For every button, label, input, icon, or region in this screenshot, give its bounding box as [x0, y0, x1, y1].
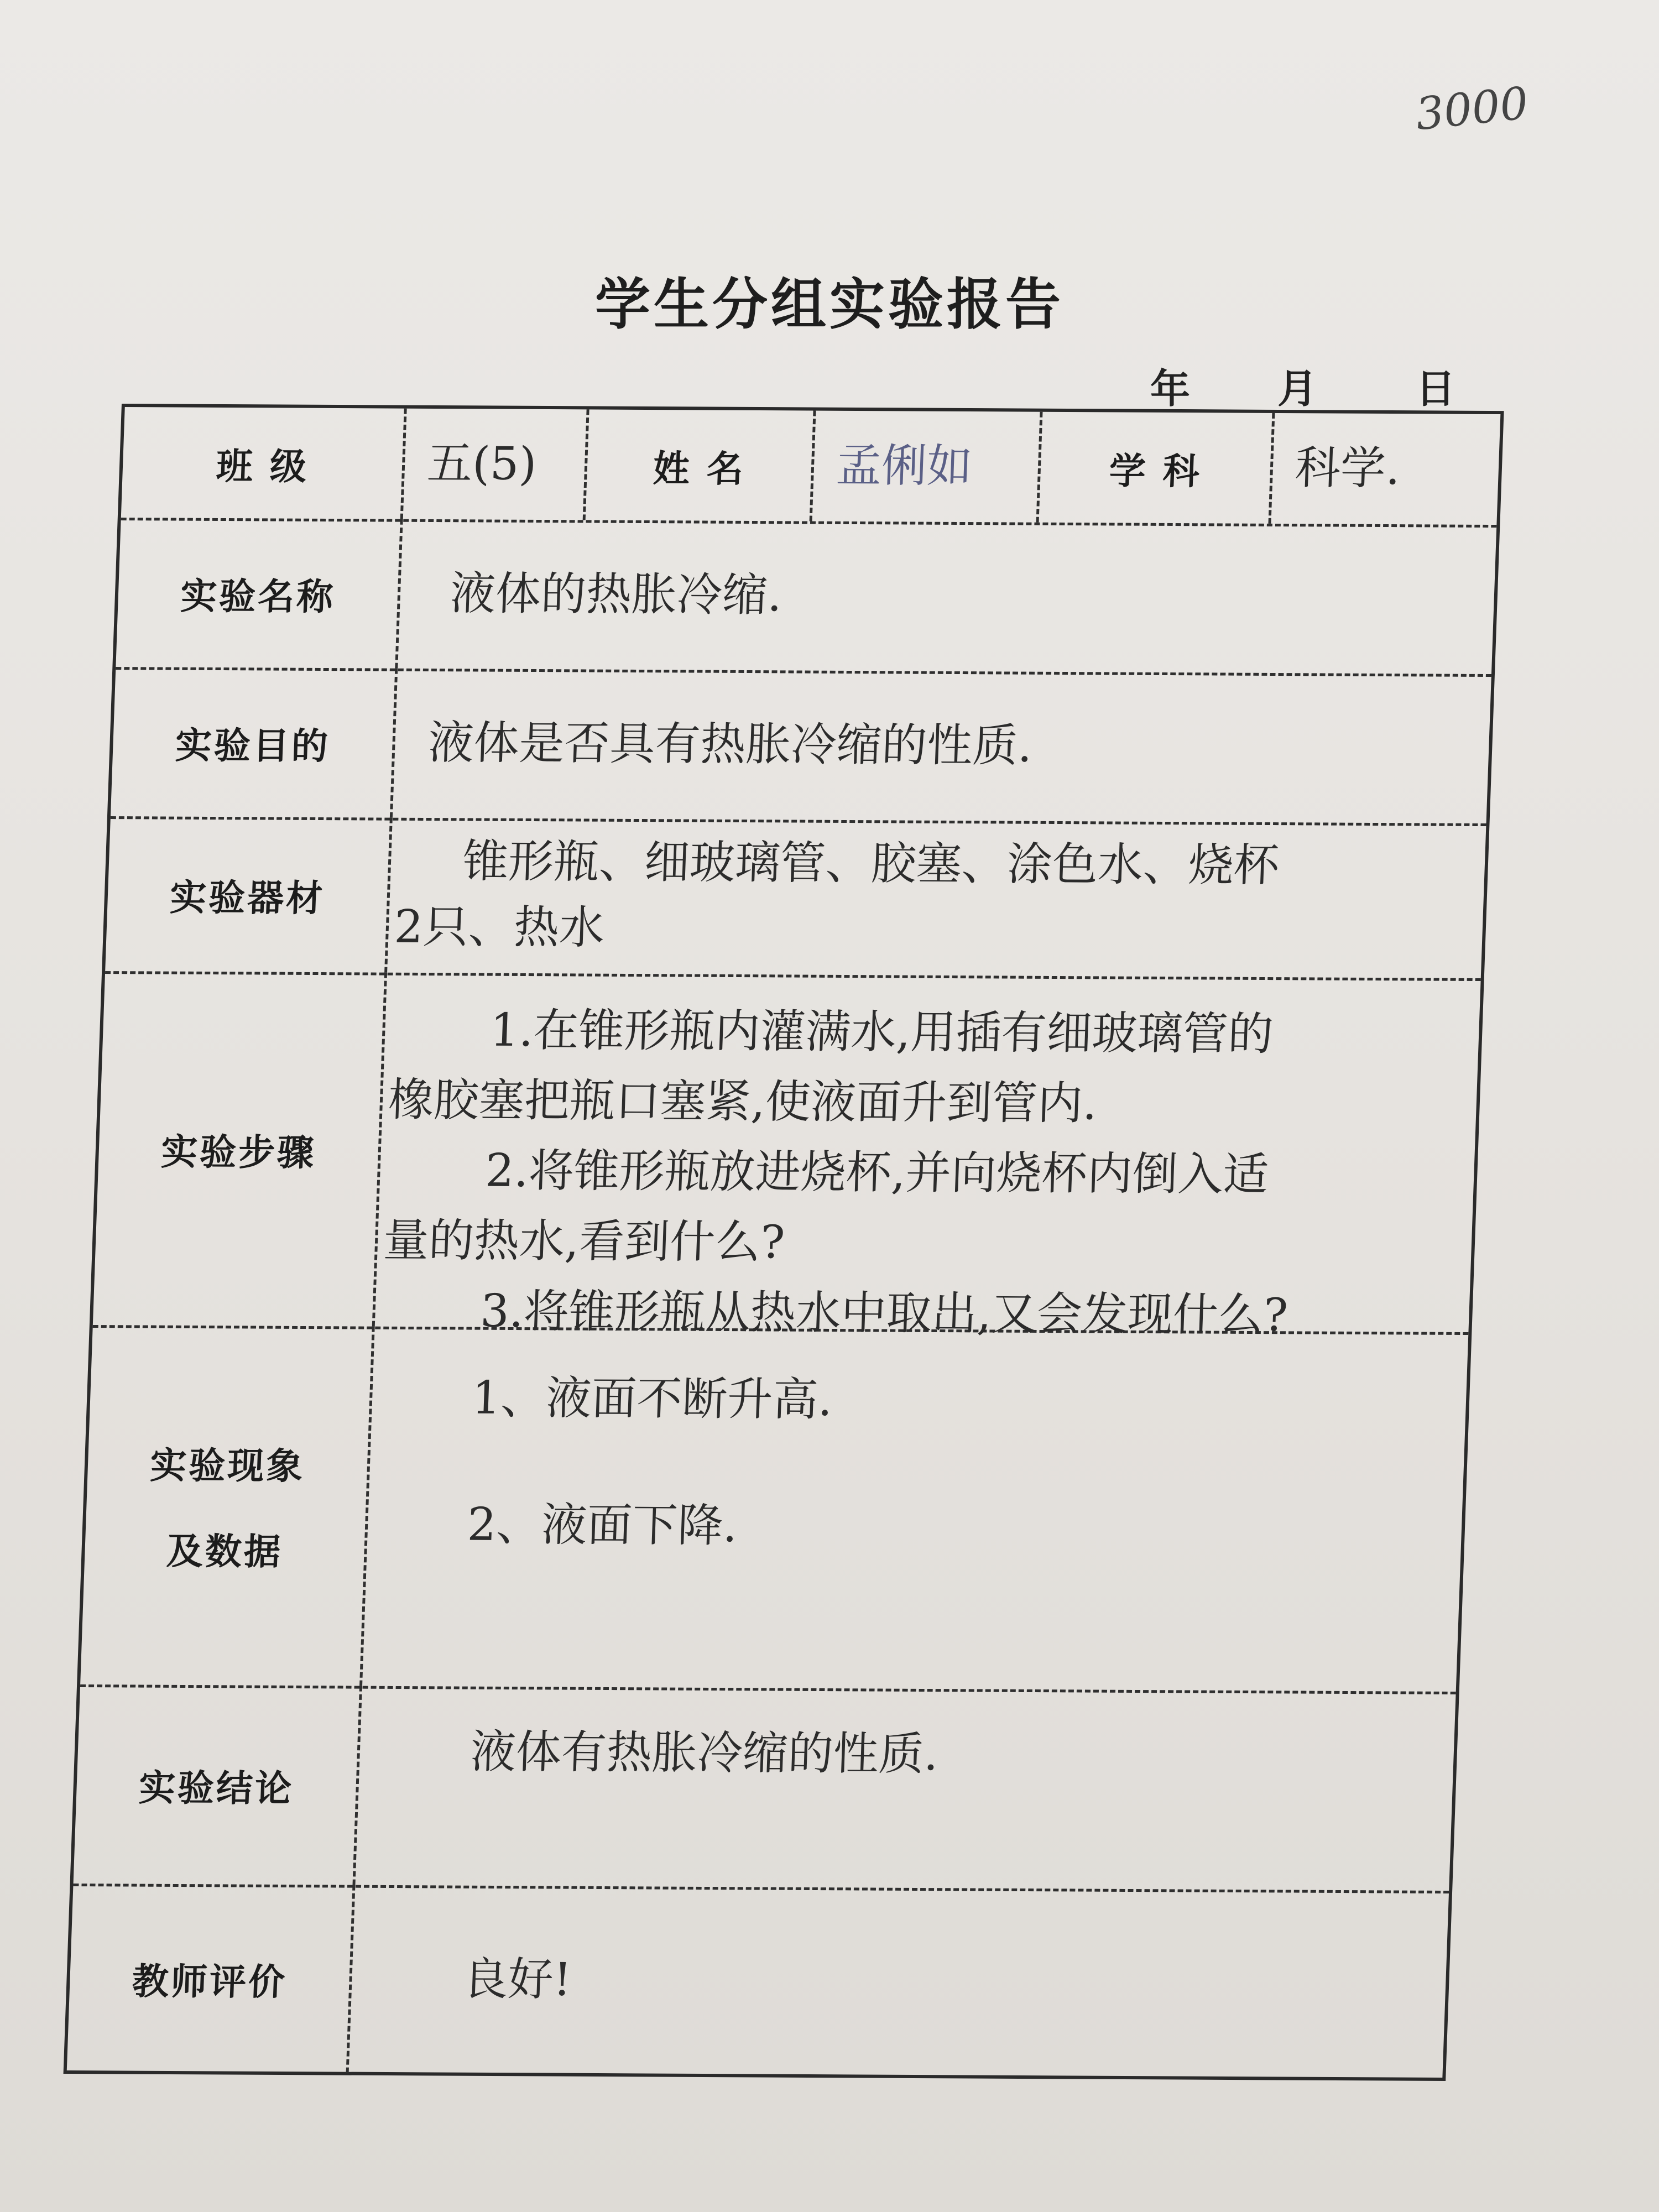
experiment-name-label: 实验名称 [116, 518, 403, 669]
subject-value-text: 科学. [1294, 441, 1401, 495]
class-value-text: 五(5) [426, 437, 538, 491]
teacher-eval-label: 教师评价 [67, 1884, 356, 2073]
conclusion-text: 液体有热胀冷缩的性质. [469, 1725, 940, 1781]
materials-line-2: 2只、热水 [393, 900, 606, 954]
name-value-text: 孟俐如 [835, 439, 973, 493]
materials-row [105, 816, 1486, 981]
experiment-name-text: 液体的热胀冷缩. [449, 567, 783, 622]
steps-label: 实验步骤 [93, 971, 387, 1327]
phenomena-label-line-2: 及数据 [165, 1530, 284, 1573]
materials-line-1: 锥形瓶、细玻璃管、胶塞、涂色水、烧杯 [462, 835, 1280, 893]
steps-value [375, 973, 1481, 1342]
teacher-eval-text: 良好! [461, 1953, 573, 2006]
header-row [121, 407, 1501, 528]
name-value [812, 411, 1043, 523]
phenomena-label-line-1: 实验现象 [149, 1444, 306, 1488]
step-line-5: 3.将锥形瓶从热水中取出,又会发现什么? [479, 1285, 1289, 1342]
class-label: 班 级 [121, 407, 407, 519]
phenomena-label [80, 1325, 375, 1686]
experiment-name-value [398, 519, 1496, 674]
date-month: 月 [1277, 366, 1318, 412]
step-line-1: 1.在锥形瓶内灌满水,用插有细玻璃管的 [489, 1004, 1275, 1061]
experiment-purpose-row [111, 667, 1491, 826]
teacher-eval-value [349, 1885, 1449, 2079]
phenomena-row [80, 1325, 1468, 1694]
steps-row [93, 971, 1481, 1342]
experiment-purpose-label: 实验目的 [111, 667, 398, 818]
corner-note: 3000 [1413, 77, 1531, 140]
page-title: 学生分组实验报告 [595, 272, 1064, 337]
conclusion-label: 实验结论 [74, 1684, 362, 1885]
class-value [403, 409, 589, 520]
subject-label: 学 科 [1039, 412, 1275, 524]
report-form [64, 404, 1504, 2081]
experiment-purpose-text: 液体是否具有热胀冷缩的性质. [427, 716, 1034, 773]
phenomenon-item-1: 1、液面不断升高. [471, 1371, 834, 1427]
experiment-name-row [116, 518, 1496, 677]
date-year: 年 [1150, 366, 1191, 412]
experiment-purpose-value [393, 669, 1491, 823]
materials-label: 实验器材 [105, 816, 393, 973]
conclusion-value [355, 1686, 1455, 1891]
phenomena-value [362, 1327, 1468, 1692]
subject-value [1271, 413, 1501, 525]
materials-value [387, 818, 1486, 978]
phenomenon-item-2: 2、液面下降. [466, 1498, 739, 1553]
step-line-3: 2.将锥形瓶放进烧杯,并向烧杯内倒入适 [484, 1144, 1270, 1202]
teacher-eval-row [67, 1884, 1449, 2079]
date-day: 日 [1416, 366, 1456, 412]
conclusion-row [73, 1684, 1455, 1893]
step-line-4: 量的热水,看到什么? [382, 1214, 786, 1269]
name-label: 姓 名 [586, 409, 816, 521]
step-line-2: 橡胶塞把瓶口塞紧,使液面升到管内. [387, 1073, 1098, 1130]
